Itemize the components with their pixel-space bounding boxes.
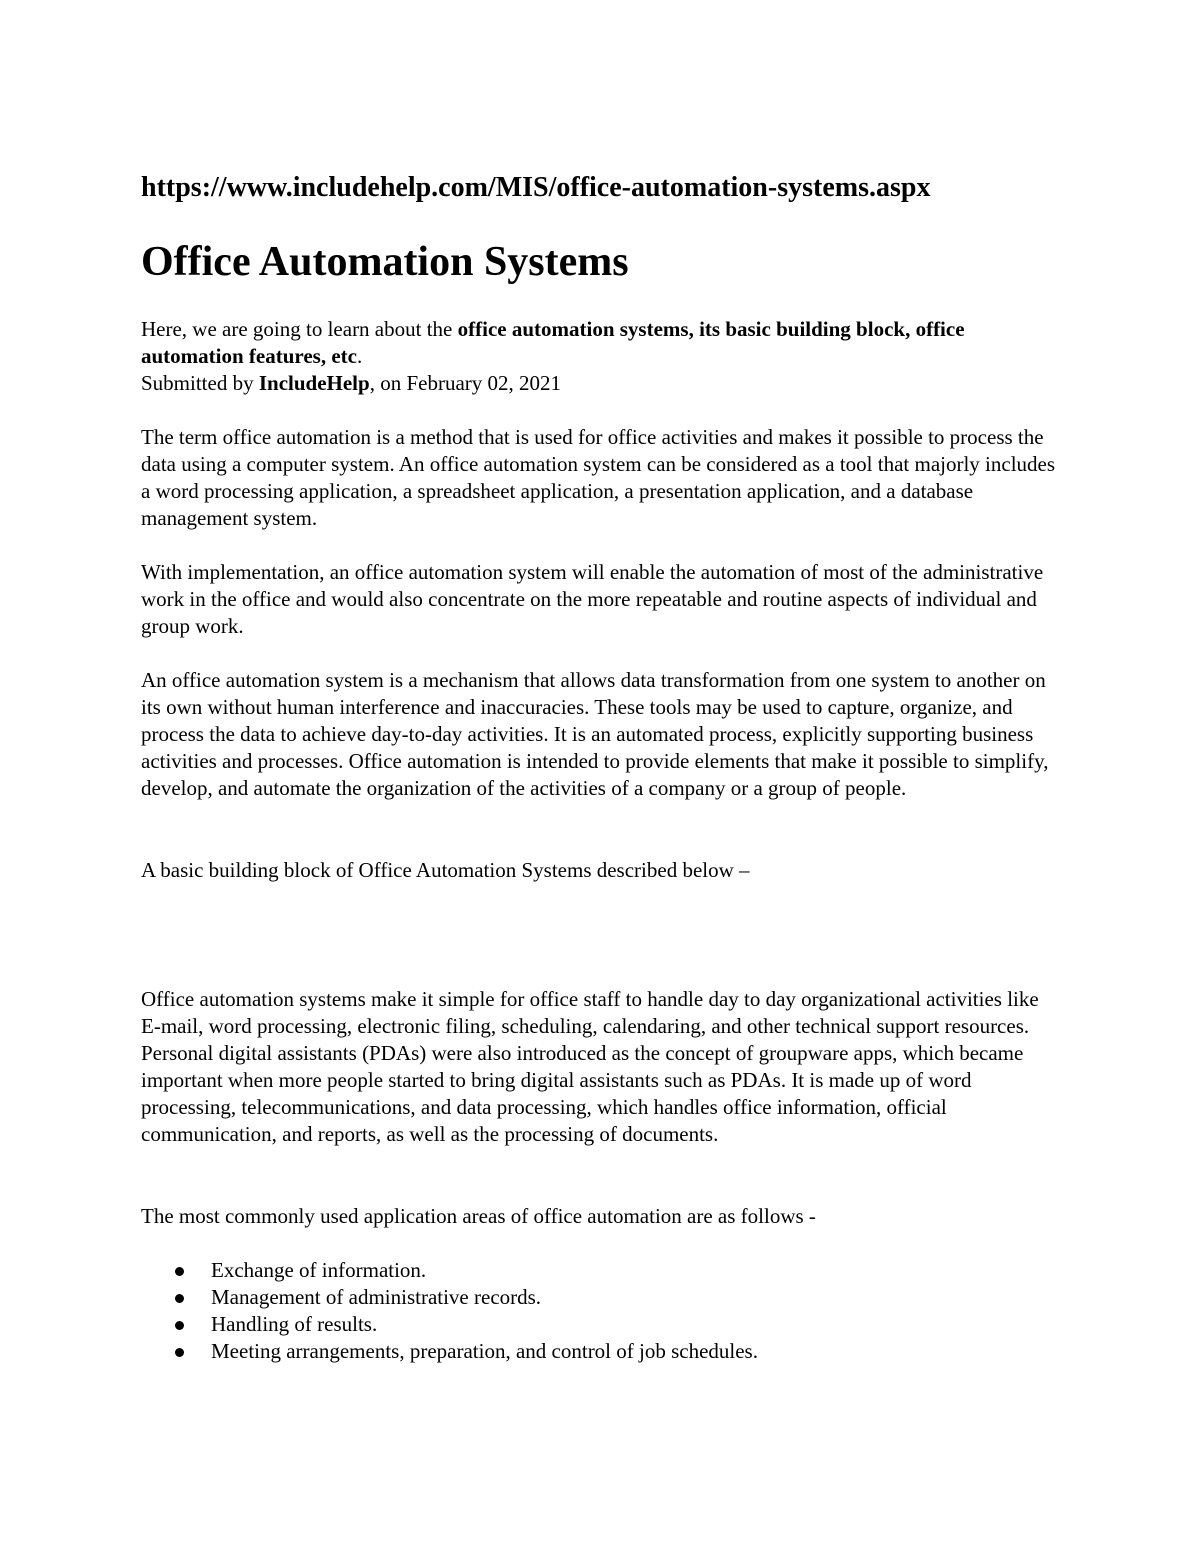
paragraph-definition: The term office automation is a method that is used for office activities and makes it possible to process the data using a computer system. An office automation system can be considered as a tool that majorly includes a word processing application, a spreadsheet application, a presentation application, and a database management system. (141, 425, 1056, 530)
paragraph-mechanism: An office automation system is a mechanism that allows data transformation from one system to another on its own without human interference and inaccuracies. These tools may be used to capture, organize, and process the data to achieve day-to-day activities. It is an automated process, explicitly supporting business activities and processes. Office automation is intended to provide elements that make it possible to simplify, develop, and automate the organization of the activities of a company or a group of people. (141, 668, 1049, 800)
submission-info (141, 370, 1061, 397)
bullet-icon (175, 1294, 184, 1303)
submitted-prefix: Submitted by (141, 371, 259, 395)
source-url: https://www.includehelp.com/MIS/office-automation-systems.aspx (141, 172, 931, 203)
list-item-text: Meeting arrangements, preparation, and control of job schedules. (211, 1339, 758, 1363)
list-item-text: Handling of results. (211, 1312, 378, 1336)
article-intro (141, 316, 1061, 397)
page-title: Office Automation Systems (141, 239, 629, 285)
intro-summary (141, 316, 1061, 370)
list-item (141, 1257, 1061, 1284)
list-item-text: Exchange of information. (211, 1258, 427, 1282)
paragraph-application-areas: The most commonly used application areas of office automation are as follows - (141, 1204, 816, 1228)
bullet-icon (175, 1267, 184, 1276)
paragraph-implementation: With implementation, an office automation system will enable the automation of most of the administrative work in the office and would also concentrate on the more repeatable and routine aspects of individual and group work. (141, 560, 1044, 638)
list-item (141, 1311, 1061, 1338)
bullet-icon (175, 1348, 184, 1357)
author-name: IncludeHelp (258, 371, 370, 395)
submission-date: , on February 02, 2021 (369, 371, 562, 395)
application-areas-list (141, 1257, 1061, 1365)
intro-lead-text: Here, we are going to learn about the (141, 317, 458, 341)
list-item (141, 1338, 1061, 1365)
list-item-text: Management of administrative records. (211, 1285, 542, 1309)
paragraph-features: Office automation systems make it simple for office staff to handle day to day organizational activities like E-mail, word processing, electronic filing, scheduling, calendaring, and other technical support resources. Personal digital assistants (PDAs) were also introduced as the concept of groupware apps, which became important when more people started to bring digital assistants such as PDAs. It is made up of word processing, telecommunications, and data processing, which handles office information, official communication, and reports, as well as the processing of documents. (141, 987, 1039, 1146)
intro-end-punctuation: . (356, 344, 363, 368)
bullet-icon (175, 1321, 184, 1330)
list-item (141, 1284, 1061, 1311)
paragraph-building-block: A basic building block of Office Automation Systems described below – (141, 858, 750, 882)
intro-highlight-text: office automation systems, its basic building block, office automation features, etc (141, 317, 965, 368)
